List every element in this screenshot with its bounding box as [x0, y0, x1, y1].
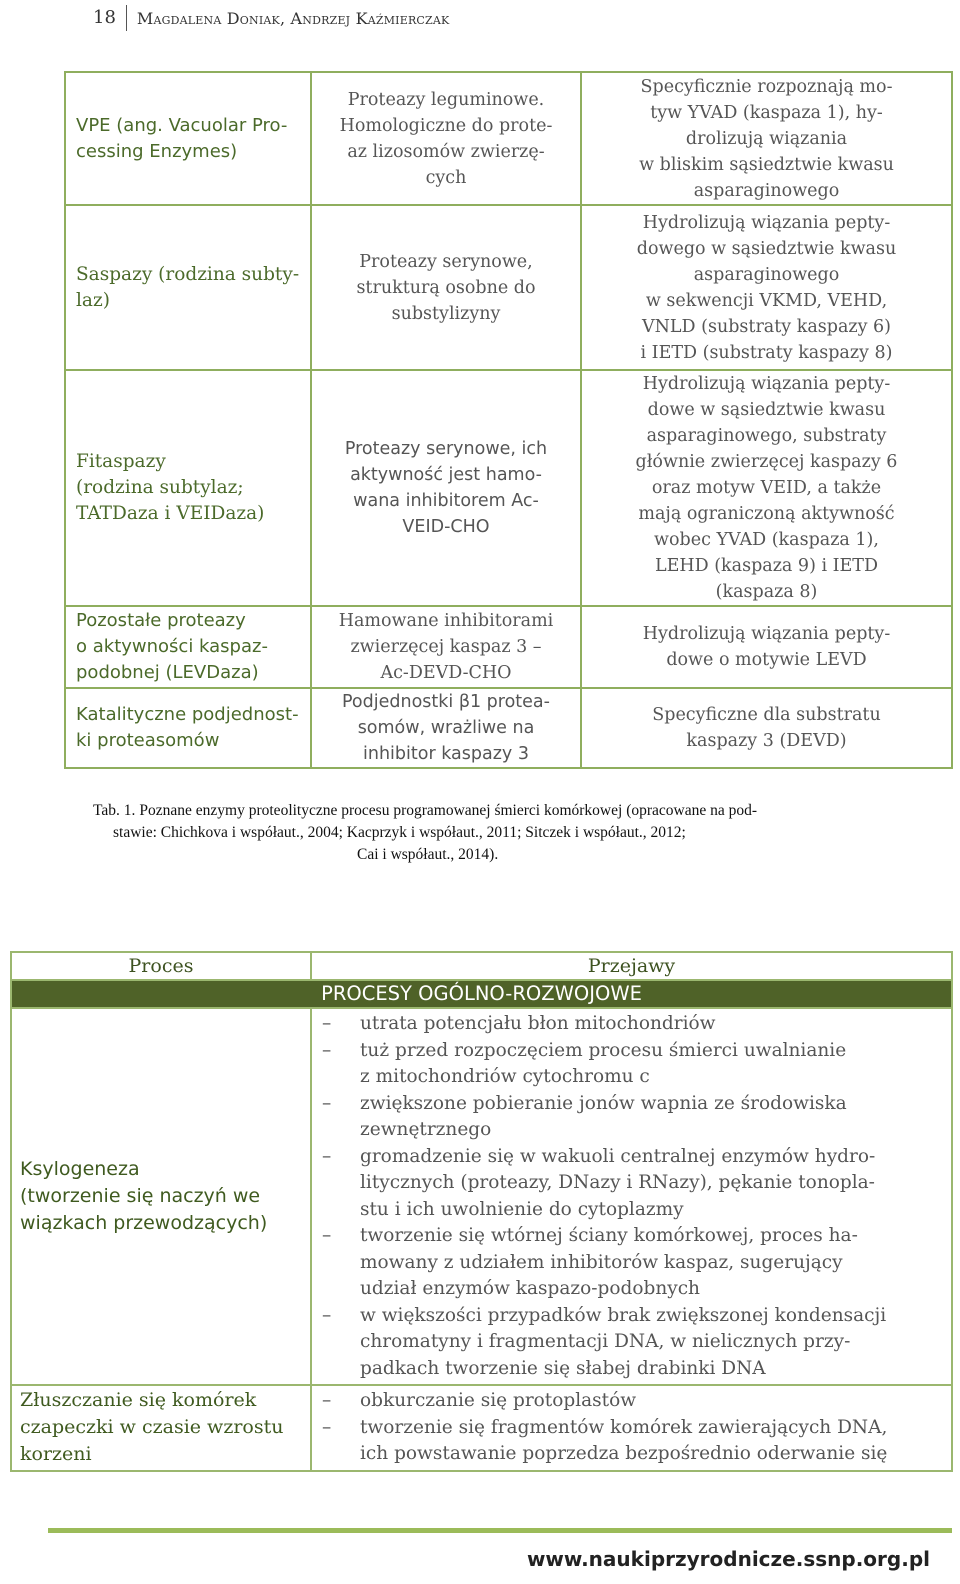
table-row: [65, 606, 952, 688]
process-cell: [11, 1008, 311, 1385]
table-row: [65, 205, 952, 370]
dash-bullet: –: [322, 1390, 332, 1411]
section-row: [11, 980, 952, 1008]
enzyme-specificity-cell: [581, 688, 952, 768]
caption-line3: Cai i współaut., 2014).: [357, 846, 499, 863]
enzyme-description-cell: [311, 370, 581, 606]
caption-label: Tab. 1.: [93, 802, 136, 819]
list-item: [318, 1415, 947, 1468]
footer-divider: [48, 1528, 952, 1533]
dash-bullet: –: [322, 1039, 332, 1061]
header-authors: Magdalena Doniak, Andrzej Kaźmierczak: [136, 8, 450, 28]
list-item: [318, 1011, 947, 1038]
enzyme-name: Pozostałe proteazy o aktywności kaspaz- podobnej (LEVDaza): [76, 610, 268, 683]
table-row: [65, 370, 952, 606]
dash-bullet: –: [322, 1145, 332, 1167]
list-item-text: gromadzenie się w wakuoli centralnej enzymów hydro- litycznych (proteazy, DNazy i RNazy), pękanie tonopla- stu i ich uwolnienie do cytoplazmy: [360, 1145, 876, 1220]
enzyme-description: Hamowane inhibitorami zwierzęcej kaspaz 3 – Ac-DEVD-CHO: [338, 611, 554, 683]
list-item: [318, 1388, 947, 1415]
enzyme-description-cell: [311, 688, 581, 768]
footer-url: www.naukiprzyrodnicze.ssnp.org.pl: [526, 1547, 930, 1571]
dash-bullet: –: [322, 1304, 332, 1326]
enzyme-description: Proteazy serynowe, ich aktywność jest hamo- wana inhibitorem Ac- VEID-CHO: [344, 439, 548, 537]
enzyme-name: Fitaspazy (rodzina subtylaz; TATDaza i VEIDaza): [76, 451, 265, 524]
list-item: [318, 1303, 947, 1383]
enzyme-description-cell: [311, 606, 581, 688]
table-header-row: [11, 952, 952, 980]
section-title: PROCESY OGÓLNO-ROZWOJOWE: [11, 980, 952, 1008]
running-header: [93, 4, 449, 32]
list-item-text: zwiększone pobieranie jonów wapnia ze środowiska zewnętrznego: [360, 1092, 847, 1140]
enzyme-specificity: Hydrolizują wiązania pepty- dowe w sąsiedztwie kwasu asparaginowego, substraty głównie zwierzęcej kaspazy 6 oraz motyw VEID, a także mają ograniczoną aktywność wobec YVAD (kaspaza 1), LEHD (kaspaza 9) i IETD (kaspaza 8): [635, 374, 898, 602]
list-item: [318, 1223, 947, 1303]
enzyme-description-cell: [311, 205, 581, 370]
enzyme-specificity-cell: [581, 72, 952, 205]
enzyme-specificity-cell: [581, 606, 952, 688]
process-name: Ksylogeneza (tworzenie się naczyń we wiązkach przewodzących): [20, 1158, 268, 1234]
table-row: [65, 72, 952, 205]
enzyme-description: Proteazy serynowe, strukturą osobne do substylizyny: [356, 251, 536, 324]
enzyme-description: Podjednostki β1 protea- somów, wrażliwe na inhibitor kaspazy 3: [342, 692, 550, 764]
enzyme-name: Saspazy (rodzina subty- laz): [76, 263, 300, 311]
header-process: Proces: [11, 952, 311, 980]
caption-line1: Poznane enzymy proteolityczne procesu programowanej śmierci komórkowej (opracowane na pod-: [139, 802, 758, 819]
enzyme-name-cell: [65, 72, 311, 205]
list-item-text: w większości przypadków brak zwiększonej kondensacji chromatyny i fragmentacji DNA, w nielicznych przy- padkach tworzenie się słabej drabinki DNA: [360, 1304, 887, 1379]
list-item: [318, 1038, 947, 1091]
enzyme-specificity-cell: [581, 370, 952, 606]
manifestations-cell: [311, 1008, 952, 1385]
enzyme-name-cell: [65, 370, 311, 606]
enzyme-name: VPE (ang. Vacuolar Pro- cessing Enzymes): [76, 114, 288, 162]
enzyme-description: Proteazy leguminowe. Homologiczne do prote- az lizosomów zwierzę- cych: [339, 89, 553, 188]
process-cell: [11, 1385, 311, 1471]
manifestations-cell: [311, 1385, 952, 1471]
enzyme-description-cell: [311, 72, 581, 205]
page-number: 18: [93, 5, 127, 31]
list-item-text: utrata potencjału błon mitochondriów: [360, 1013, 716, 1034]
table-row: [11, 1008, 952, 1385]
list-item-text: obkurczanie się protoplastów: [360, 1390, 637, 1411]
enzyme-specificity: Specyficznie rozpoznają mo- tyw YVAD (kaspaza 1), hy- drolizują wiązania w bliskim sąsiedztwie kwasu asparaginowego: [639, 76, 894, 201]
caption-line2: stawie: Chichkova i współaut., 2004; Kacprzyk i współaut., 2011; Sitczek i współaut., 2012;: [113, 824, 686, 841]
processes-table: [10, 951, 953, 1472]
process-name: Złuszczanie się komórek czapeczki w czasie wzrostu korzeni: [20, 1389, 284, 1466]
list-item-text: tuż przed rozpoczęciem procesu śmierci uwalnianie z mitochondriów cytochromu c: [360, 1039, 847, 1087]
enzyme-name: Katalityczne podjednost- ki proteasomów: [76, 704, 299, 751]
header-manifestations: Przejawy: [311, 952, 952, 980]
list-item: [318, 1091, 947, 1144]
list-item-text: tworzenie się fragmentów komórek zawierających DNA, ich powstawanie poprzedza bezpośrednio oderwanie się: [360, 1416, 888, 1464]
dash-bullet: –: [322, 1013, 332, 1034]
dash-bullet: –: [322, 1092, 332, 1114]
enzyme-name-cell: [65, 688, 311, 768]
dash-bullet: –: [322, 1416, 332, 1438]
enzyme-specificity: Hydrolizują wiązania pepty- dowego w sąsiedztwie kwasu asparaginowego w sekwencji VKMD, VEHD, VNLD (substraty kaspazy 6) i IETD (substraty kaspazy 8): [636, 212, 897, 363]
enzyme-specificity: Hydrolizują wiązania pepty- dowe o motywie LEVD: [642, 624, 891, 670]
enzymes-table: [64, 71, 953, 769]
list-item-text: tworzenie się wtórnej ściany komórkowej, proces ha- mowany z udziałem inhibitorów kaspaz, sugerujący udział enzymów kaspazo-podobnych: [360, 1225, 858, 1299]
enzyme-name-cell: [65, 606, 311, 688]
table-row: [65, 688, 952, 768]
enzyme-name-cell: [65, 205, 311, 370]
table-caption: [93, 800, 953, 866]
list-item: [318, 1144, 947, 1224]
table-row: [11, 1385, 952, 1471]
enzyme-specificity-cell: [581, 205, 952, 370]
enzyme-specificity: Specyficzne dla substratu kaspazy 3 (DEVD): [652, 705, 881, 751]
dash-bullet: –: [322, 1225, 332, 1246]
